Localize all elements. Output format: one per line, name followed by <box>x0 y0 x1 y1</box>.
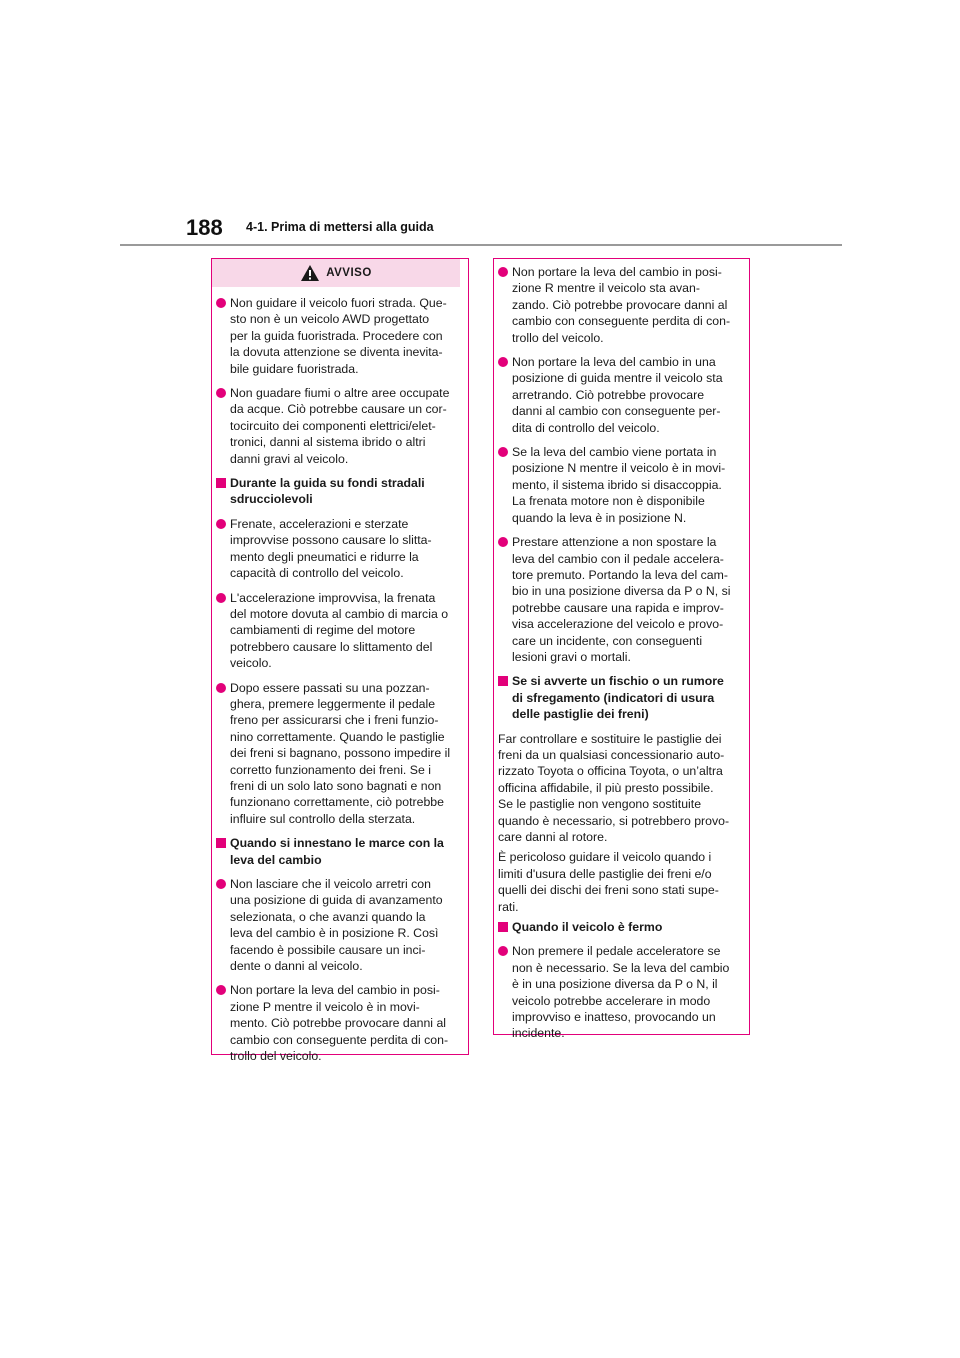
subheading <box>494 673 741 722</box>
paragraph <box>494 731 741 846</box>
paragraph-text: Frenate, accelerazioni e sterzate improvvise possono causare lo slitta- mento degli pneumatici e ridurre la capacità di controllo del veicolo. <box>230 516 432 581</box>
paragraph-text: Far controllare e sostituire le pastiglie dei freni da un qualsiasi concessionario auto- rizzato Toyota o officina Toyota, o un’altra officina affidabile, il più presto possibile. Se le pastiglie non vengono sostituite quando è necessario, si potrebbero provo- care danni al rotore. <box>498 731 730 844</box>
paragraph-text: Non lasciare che il veicolo arretri con una posizione di guida di avanzamento selezionata, o che avanzi quando la leva del cambio è in posizione R. Così facendo è possibile causare un inci- dente o danni al veicolo. <box>230 877 443 974</box>
bullet-item <box>212 876 460 974</box>
bullet-dot-icon <box>216 985 226 995</box>
bullet-dot-icon <box>498 267 508 277</box>
header-divider <box>120 244 842 246</box>
warning-header <box>212 259 460 287</box>
paragraph-text: È pericoloso guidare il veicolo quando i limiti d'usura delle pastiglie dei freni e/o quelli dei dischi dei freni sono stati supe- rati. <box>498 850 719 914</box>
square-marker-icon <box>216 478 226 488</box>
paragraph-text: Non guidare il veicolo fuori strada. Que- sto non è un veicolo AWD progettato per la guida fuoristrada. Procedere con la dovuta attenzione se diventa inevita- bile guidare fuoristrada. <box>230 296 447 376</box>
paragraph-text: Se la leva del cambio viene portata in posizione N mentre il veicolo è in movi- mento, il sistema ibrido si disaccoppia. La frenata motore non è disponibile quando la leva è in posizione N. <box>512 445 726 525</box>
paragraph-text: Non portare la leva del cambio in posi- zione R mentre il veicolo sta avan- zando. Ciò potrebbe provocare danni al cambio con conseguente perdita di con- trollo del veicolo. <box>512 265 731 345</box>
bullet-dot-icon <box>216 593 226 603</box>
bullet-dot-icon <box>498 357 508 367</box>
subheading-text: Durante la guida su fondi stradali sdrucciolevoli <box>230 476 425 507</box>
bullet-dot-icon <box>216 683 226 693</box>
bullet-dot-icon <box>498 537 508 547</box>
paragraph-text: Non portare la leva del cambio in una posizione di guida mentre il veicolo sta arretrando. Ciò potrebbe provocare danni al cambio con conseguente per- dita di controllo del veicolo. <box>512 355 723 435</box>
bullet-item <box>212 385 460 467</box>
subheading <box>212 835 460 868</box>
bullet-item <box>494 444 741 526</box>
section-title: 4-1. Prima di mettersi alla guida <box>246 220 434 234</box>
square-marker-icon <box>216 838 226 848</box>
bullet-item <box>494 943 741 1041</box>
warning-triangle-icon <box>300 264 320 282</box>
paragraph-text: Dopo essere passati su una pozzan- ghera, premere leggermente il pedale freno per assicurarsi che i freni funzio- nino correttamente. Quando le pastiglie dei freni si bagnano, possono impedire il corretto funzionamento dei freni. Se i freni di un solo lato sono bagnati e non funzionano correttamente, ciò potrebbe influire sul controllo della sterzata. <box>230 680 451 826</box>
paragraph-text: Non premere il pedale acceleratore se non è necessario. Se la leva del cambio è in una posizione diversa da P o N, il veicolo potrebbe accelerare in modo improvviso e inatteso, provocando un incidente. <box>512 944 730 1041</box>
paragraph-text: Prestare attenzione a non spostare la leva del cambio con il pedale accelera- tore premuto. Portando la leva del cam- bio in una posizione diversa da P o N, si potrebbe causare una rapida e improv- visa accelerazione del veicolo e provo- care un incidente, con conseguenti lesioni gravi o mortali. <box>512 535 731 664</box>
bullet-item <box>494 354 741 436</box>
paragraph-text: Non portare la leva del cambio in posi- zione P mentre il veicolo è in movi- mento. Ciò potrebbe provocare danni al cambio con conseguente perdita di con- trollo del veicolo. <box>230 983 449 1064</box>
subheading-text: Se si avverte un fischio o un rumore di sfregamento (indicatori di usura delle pastiglie dei freni) <box>512 674 724 722</box>
paragraph-text: L'accelerazione improvvisa, la frenata del motore dovuta al cambio di marcia o cambiamenti di regime del motore potrebbero causare lo slittamento del veicolo. <box>230 590 449 671</box>
page-number: 188 <box>186 215 223 240</box>
bullet-dot-icon <box>498 447 508 457</box>
warning-box-right <box>493 258 750 1041</box>
bullet-item <box>212 516 460 582</box>
bullet-item <box>494 534 741 665</box>
bullet-dot-icon <box>216 879 226 889</box>
paragraph <box>494 849 741 915</box>
warning-label: AVVISO <box>326 267 372 279</box>
square-marker-icon <box>498 676 508 686</box>
subheading-text: Quando il veicolo è fermo <box>512 920 663 935</box>
bullet-item <box>494 264 741 346</box>
bullet-dot-icon <box>216 388 226 398</box>
subheading <box>494 919 741 935</box>
subheading-text: Quando si innestano le marce con la leva del cambio <box>230 836 444 867</box>
right-column-content <box>494 264 741 1042</box>
bullet-item <box>212 680 460 828</box>
square-marker-icon <box>498 922 508 932</box>
bullet-item <box>212 295 460 377</box>
bullet-dot-icon <box>216 519 226 529</box>
subheading <box>212 475 460 508</box>
bullet-dot-icon <box>216 298 226 308</box>
bullet-item <box>212 982 460 1064</box>
left-column-content <box>212 295 460 1064</box>
paragraph-text: Non guadare fiumi o altre aree occupate da acque. Ciò potrebbe causare un cor- tocircuito dei componenti elettrici/elet- tronici, danni al sistema ibrido o altri danni gravi al veicolo. <box>230 386 450 466</box>
bullet-item <box>212 590 460 672</box>
bullet-dot-icon <box>498 946 508 956</box>
warning-box-left <box>211 258 469 1064</box>
